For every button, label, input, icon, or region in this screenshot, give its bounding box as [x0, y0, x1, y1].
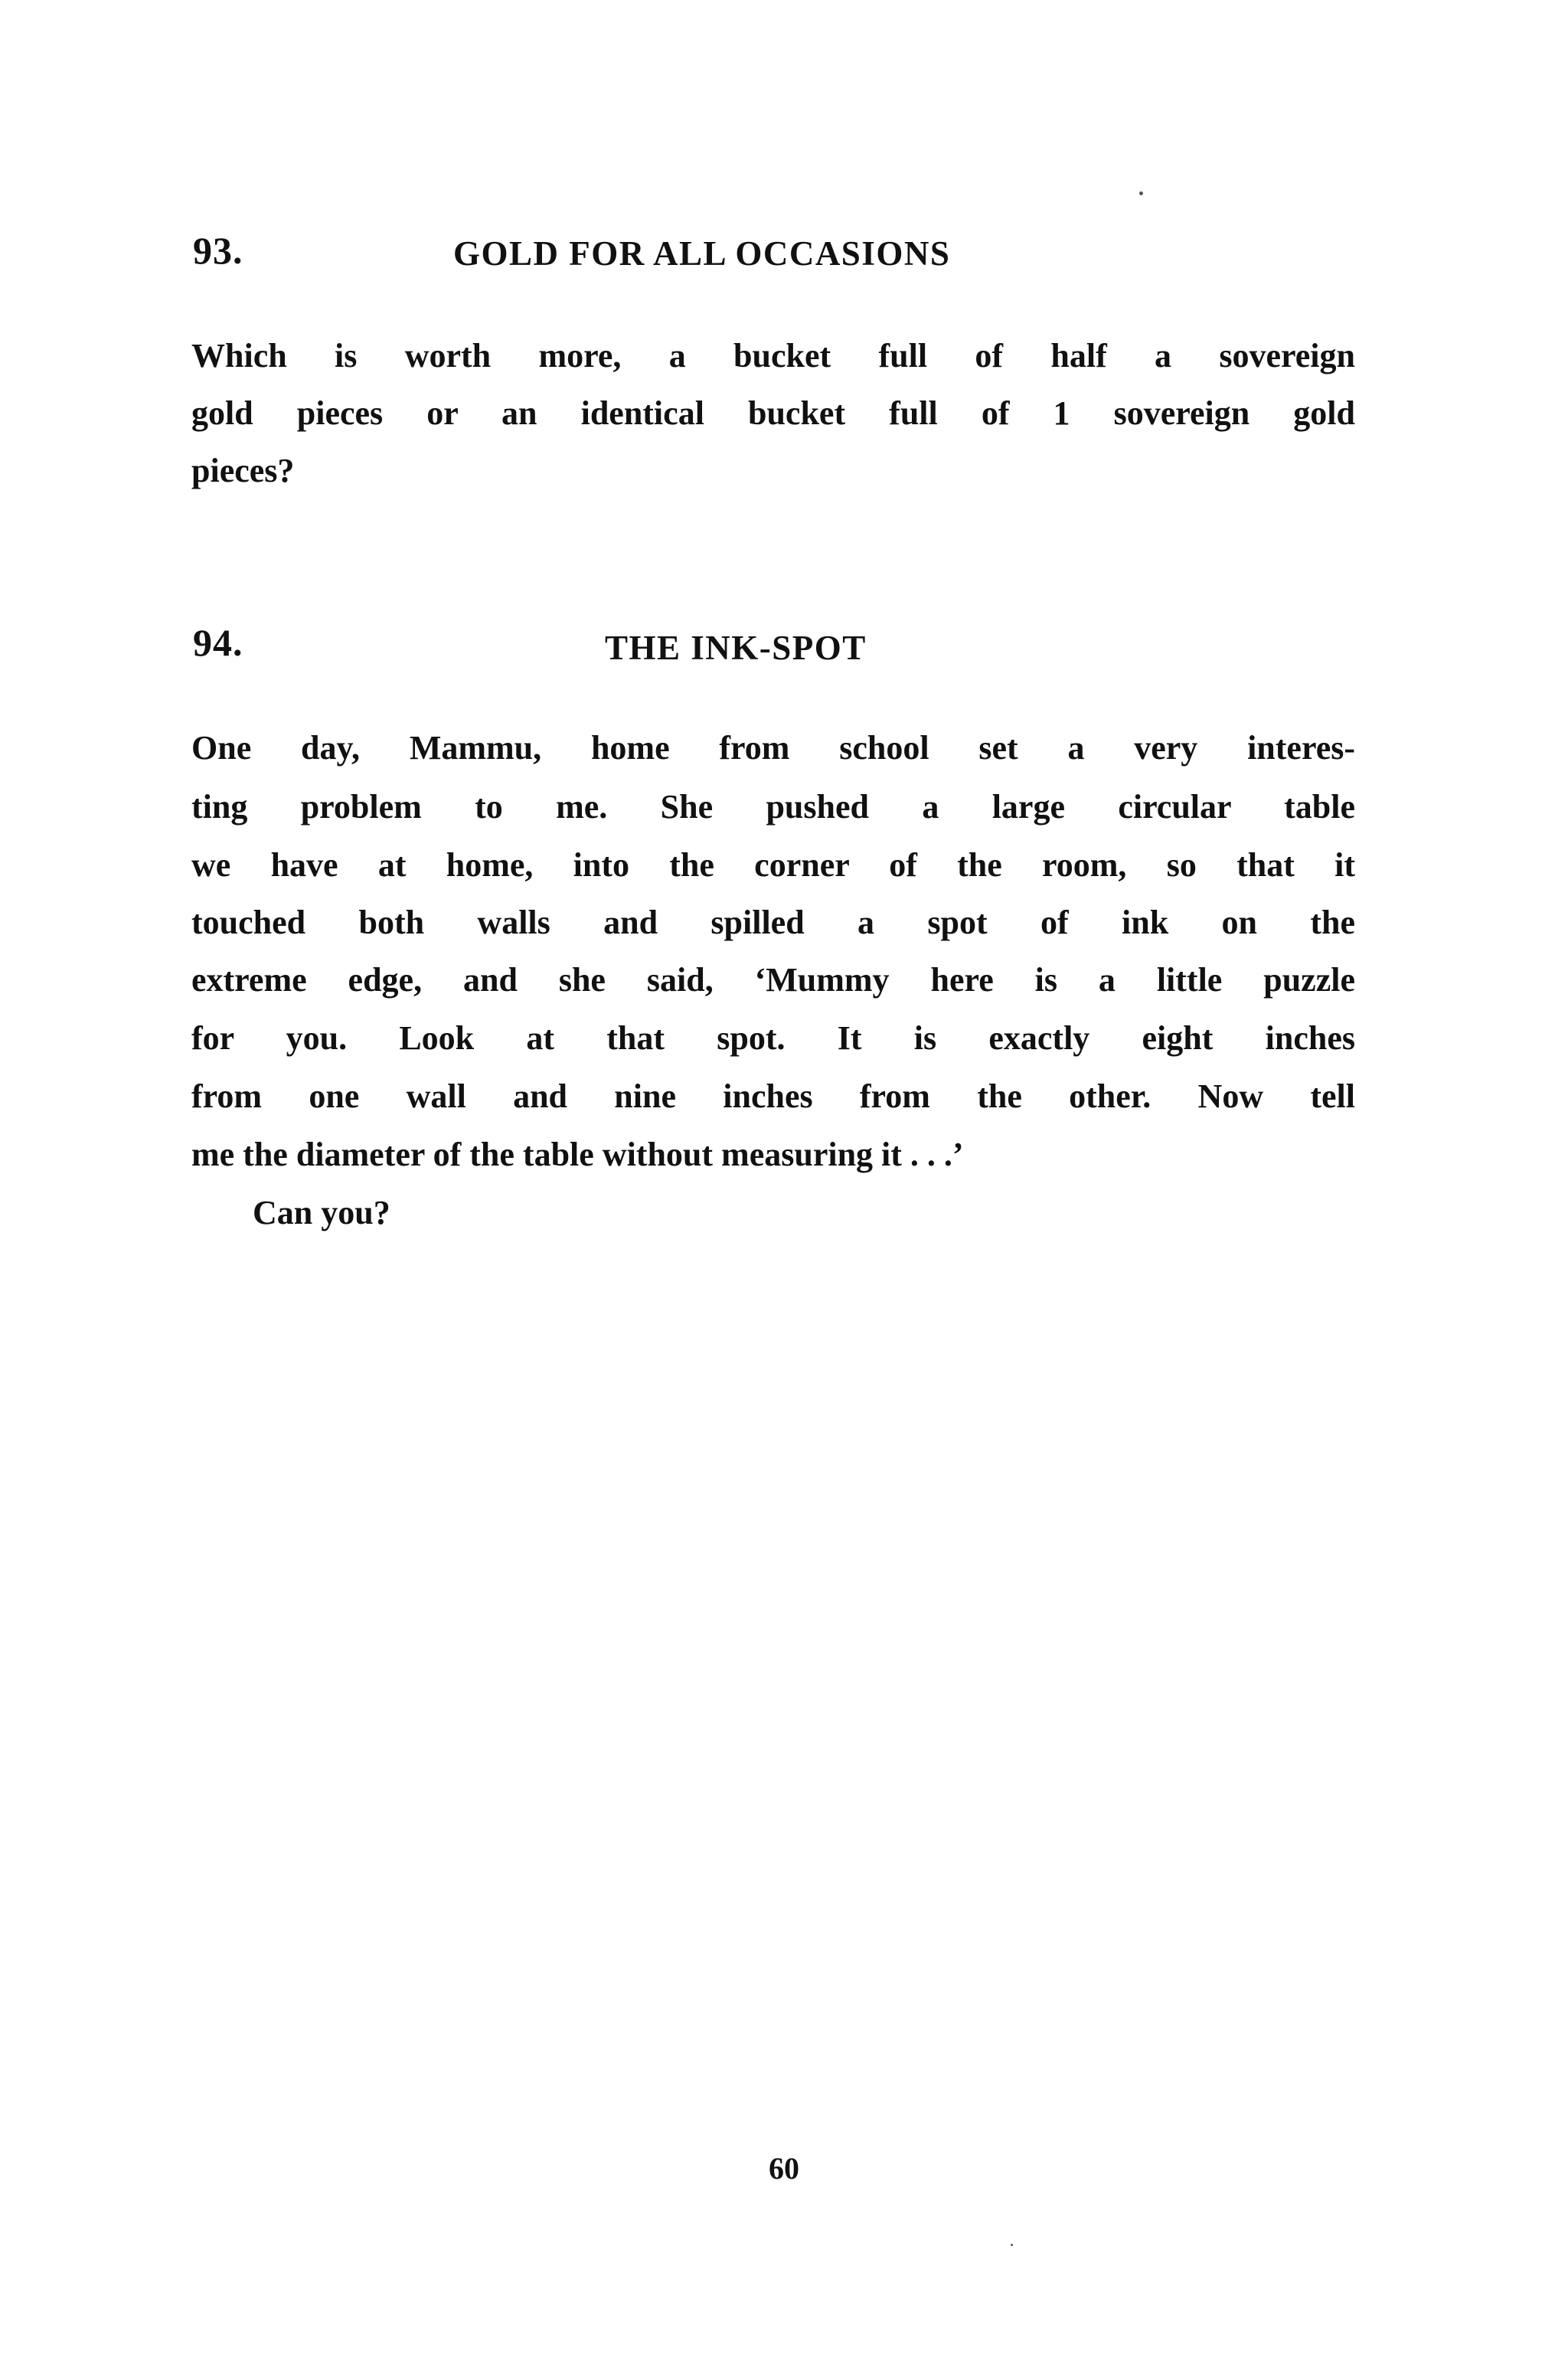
puzzle-number: 94.	[193, 621, 243, 664]
puzzle-text-line: extreme edge, and she said, ‘Mummy here is a little puzzle	[191, 961, 1355, 999]
puzzle-title: GOLD FOR ALL OCCASIONS	[453, 234, 951, 273]
puzzle-text-line: One day, Mammu, home from school set a very interes-	[191, 729, 1355, 767]
puzzle-text-line: we have at home, into the corner of the room, so that it	[191, 846, 1355, 884]
puzzle-title: THE INK-SPOT	[605, 629, 867, 667]
scan-speck	[1011, 2244, 1013, 2246]
page-number: 60	[769, 2151, 799, 2186]
puzzle-text-line: Can you?	[253, 1194, 390, 1231]
puzzle-text-line: pieces?	[191, 452, 295, 489]
puzzle-text-line: for you. Look at that spot. It is exactly eight inches	[191, 1019, 1355, 1057]
puzzle-text-line: from one wall and nine inches from the other. Now tell	[191, 1077, 1355, 1115]
puzzle-text-line: Which is worth more, a bucket full of half a sovereign	[191, 337, 1355, 374]
puzzle-number: 93.	[193, 229, 243, 272]
puzzle-text-line: gold pieces or an identical bucket full of 1 sovereign gold	[191, 394, 1355, 432]
puzzle-text-line: touched both walls and spilled a spot of ink on the	[191, 904, 1355, 941]
puzzle-text-line: ting problem to me. She pushed a large circular table	[191, 788, 1355, 826]
scan-speck	[1139, 191, 1143, 195]
puzzle-text-line: me the diameter of the table without measuring it . . .’	[191, 1136, 964, 1173]
